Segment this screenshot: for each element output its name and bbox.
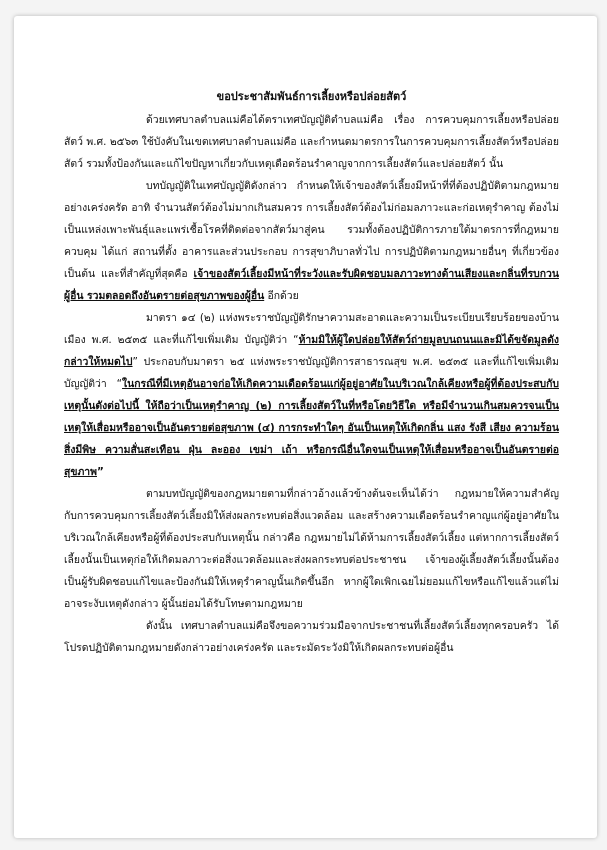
document-page — [14, 16, 597, 838]
section-14-text: มาตรา ๑๔ (๒) แห่งพระราชบัญญัติรักษาความสะอาดและความเป็นระเบียบเรียบร้อยของบ้านเมือง พ.ศ. ๒๕๓๕ และที่แก้ไขเพิ่มเติม บัญญัติว่า “ — [64, 312, 559, 346]
paragraph-legal-provisions — [64, 307, 559, 483]
closing-quote-mark: ” — [96, 466, 104, 478]
section-14-quote: ห้ามมิให้ผู้ใดปล่อยให้สัตว์ถ่ายมูลบนถนนและมิได้ขจัดมูลดังกล่าวให้หมดไป — [64, 334, 559, 368]
section-25-quote: ในกรณีที่มีเหตุอันอาจก่อให้เกิดความเดือดร้อนแก่ผู้อยู่อาศัยในบริเวณใกล้เคียงหรือผู้ที่ต้องประสบกับเหตุนั้นดังต่อไปนี้ ให้ถือว่าเป็นเหตุรำคาญ (๒) การเลี้ยงสัตว์ในที่หรือโดยวิธีใด หรือมีจำนวนเกินสมควรจนเป็นเหตุให้เสื่อมหรืออาจเป็นอันตรายต่อสุขภาพ (๔) การกระทำใดๆ อันเป็นเหตุให้เกิดกลิ่น แสง รังสี เสียง ความร้อน สิ่งมีพิษ ความสั่นสะเทือน ฝุ่น ละออง เขม่า เถ้า หรือกรณีอื่นใดจนเป็นเหตุให้เสื่อมหรืออาจเป็นอันตรายต่อสุขภาพ — [64, 378, 559, 478]
owner-duties-emphasis: เจ้าของสัตว์เลี้ยงมีหน้าที่ระวังและรับผิดชอบมลภาวะทางด้านเสียงและกลิ่นที่รบกวนผู้อื่น รวมตลอดถึงอันตรายต่อสุขภาพของผู้อื่น — [64, 268, 559, 302]
owner-duties-text: บทบัญญัติในเทศบัญญัติดังกล่าว กำหนดให้เจ้าของสัตว์เลี้ยงมีหน้าที่ที่ต้องปฏิบัติตามกฎหมายอย่างเคร่งครัด อาทิ จำนวนสัตว์ต้องไม่มากเกินสมควร การเลี้ยงสัตว์ต้องไม่ก่อมลภาวะและก่อเหตุรำคาญ ต้องไม่เป็นแหล่งเพาะพันธุ์และแพร่เชื้อโรคที่ติดต่อจากสัตว์มาสู่คน รวมทั้งต้องปฏิบัติการภายใต้มาตรการที่กฎหมายควบคุม ได้แก่ สถานที่ตั้ง อาคารและส่วนประกอบ การสุขาภิบาลทั่วไป การปฏิบัติตามกฎหมายอื่นๆ ที่เกี่ยวข้อง เป็นต้น และที่สำคัญที่สุดคือ — [64, 180, 559, 280]
document-title: ขอประชาสัมพันธ์การเลี้ยงหรือปล่อยสัตว์ — [216, 90, 407, 103]
paragraph-law-summary: ตามบทบัญญัติของกฎหมายตามที่กล่าวอ้างแล้วข้างต้นจะเห็นได้ว่า กฎหมายให้ความสำคัญกับการควบคุมการเลี้ยงสัตว์เลี้ยงมิให้ส่งผลกระทบต่อสิ่งแวดล้อม และสร้างความเดือดร้อนรำคาญแก่ผู้อยู่อาศัยในบริเวณใกล้เคียงหรือผู้ที่ต้องประสบกับเหตุนั้น กล่าวคือ กฎหมายไม่ได้ห้ามการเลี้ยงสัตว์เลี้ยง แต่หากการเลี้ยงสัตว์เลี้ยงนั้นเป็นเหตุก่อให้เกิดมลภาวะต่อสิ่งแวดล้อมและส่งผลกระทบต่อประชาชน เจ้าของผู้เลี้ยงสัตว์เลี้ยงนั้นต้องเป็นผู้รับผิดชอบแก้ไขและป้องกันมิให้เหตุรำคาญนั้นเกิดขึ้นอีก หากผู้ใดเพิกเฉยไม่ยอมแก้ไขหรือแก้ไขแล้วแต่ไม่อาจระงับเหตุดังกล่าว ผู้นั้นย่อมได้รับโทษตามกฎหมาย — [64, 488, 559, 610]
paragraph-request-cooperation: ดังนั้น เทศบาลตำบลแม่คือจึงขอความร่วมมือจากประชาชนที่เลี้ยงสัตว์เลี้ยงทุกครอบครัว ได้โปรดปฏิบัติตามกฎหมายดังกล่าวอย่างเคร่งครัด และระมัดระวังมิให้เกิดผลกระทบต่อผู้อื่น — [64, 620, 559, 654]
paragraph-intro: ด้วยเทศบาลตำบลแม่คือได้ตราเทศบัญญัติตำบลแม่คือ เรื่อง การควบคุมการเลี้ยงหรือปล่อยสัตว์ พ.ศ. ๒๕๖๓ ใช้บังคับในเขตเทศบาลตำบลแม่คือ และกำหนดมาตรการในการควบคุมการเลี้ยงสัตว์หรือปล่อยสัตว์ รวมทั้งป้องกันและแก้ไขปัญหาเกี่ยวกับเหตุเดือดร้อนรำคาญจากการเลี้ยงสัตว์และปล่อยสัตว์ นั้น — [64, 114, 559, 170]
announcement-body — [64, 86, 559, 659]
paragraph-owner-duties — [64, 175, 559, 307]
section-25-text: ” ประกอบกับมาตรา ๒๕ แห่งพระราชบัญญัติการสาธารณสุข พ.ศ. ๒๕๓๕ และที่แก้ไขเพิ่มเติม บัญญัติว่า “ — [64, 356, 559, 390]
owner-duties-tail: อีกด้วย — [264, 290, 299, 302]
